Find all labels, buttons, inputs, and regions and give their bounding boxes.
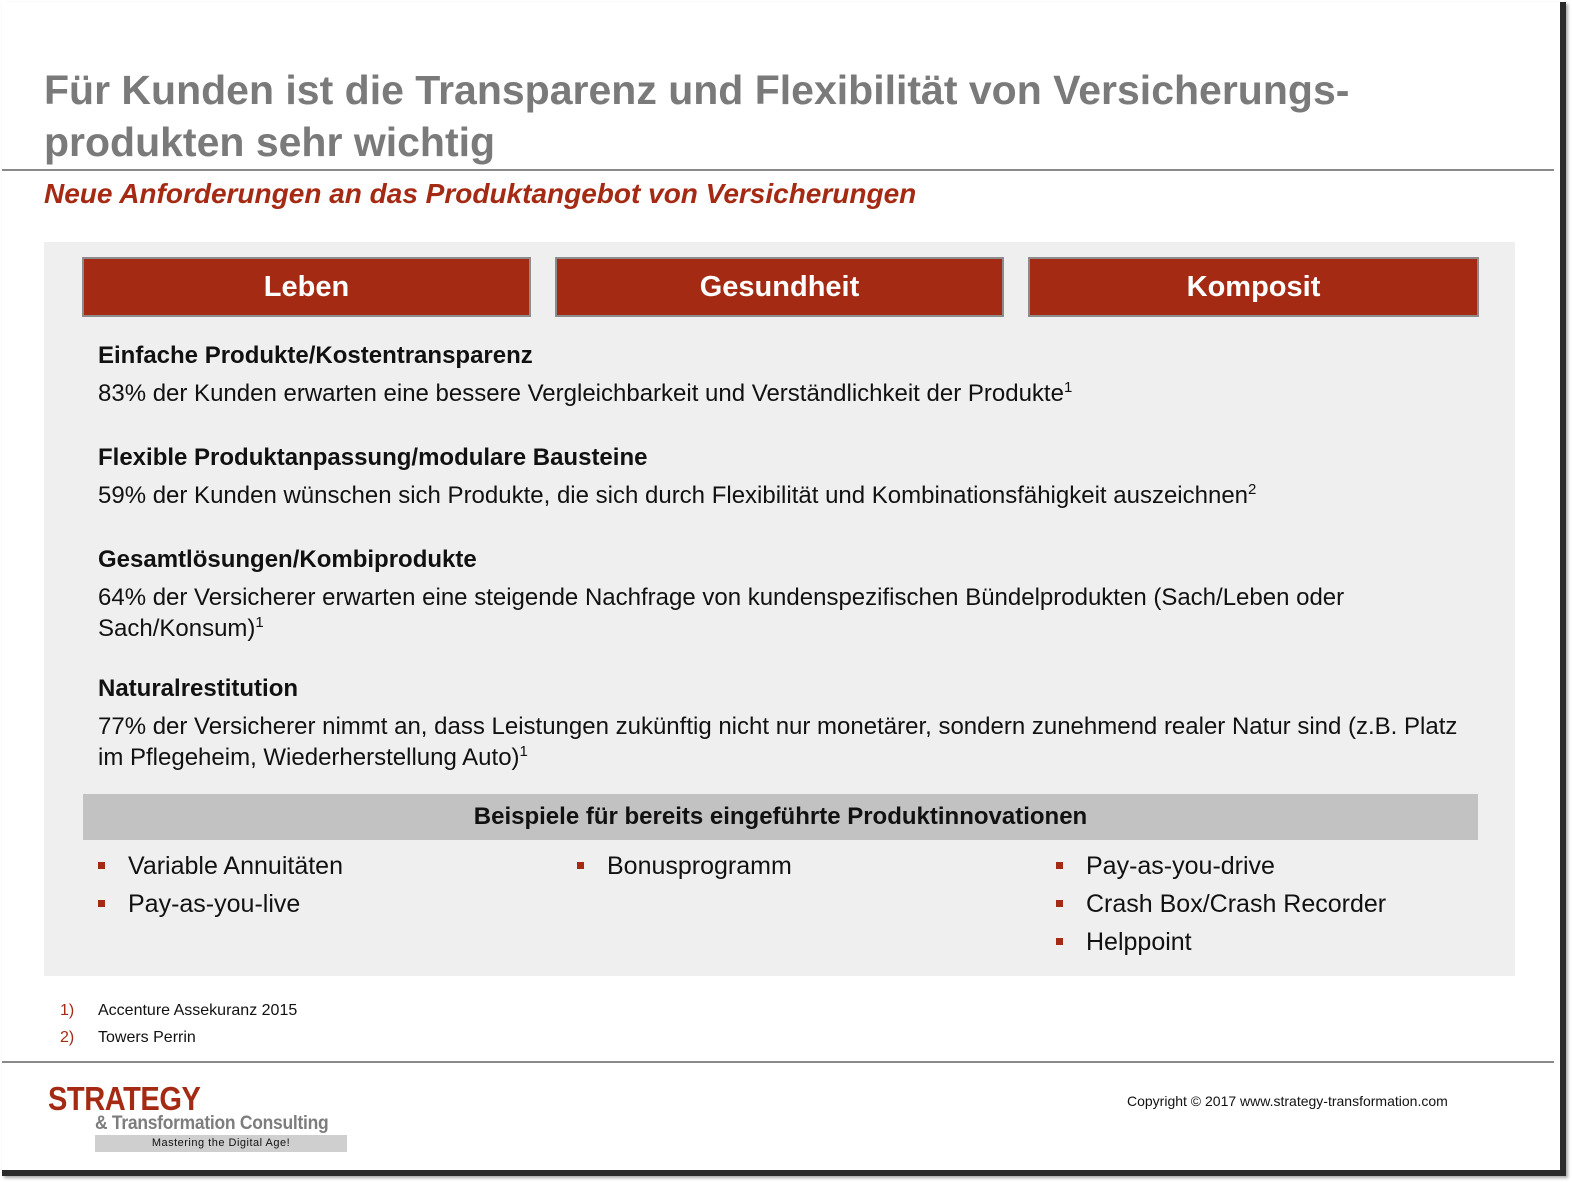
footnote-ref: 1 [1063, 379, 1073, 396]
footnote: 2) Towers Perrin [60, 1029, 196, 1046]
footnote-ref: 2 [1248, 481, 1257, 498]
page-subtitle: Neue Anforderungen an das Produktangebot von Versicherungen [44, 178, 917, 209]
examples-heading-bar: Beispiele für bereits eingeführte Produktinnovationen [83, 794, 1478, 840]
section-text: 59% der Kunden wünschen sich Produkte, die sich durch Flexibilität und Kombinationsfähigkeit auszeichnen$^2$ [98, 481, 1257, 509]
list-item: Pay-as-you-drive [1056, 850, 1386, 888]
section-heading: Flexible Produktanpassung/modulare Bausteine [98, 444, 648, 471]
examples-column-1 [98, 850, 343, 926]
examples-column-3 [1056, 850, 1386, 964]
footer-divider [2, 1061, 1554, 1063]
list-item: Bonusprogramm [577, 850, 792, 888]
footnote-ref: 1 [255, 614, 264, 631]
copyright-text: Copyright © 2017 www.strategy-transformation.com [1127, 1093, 1448, 1109]
company-logo-sub: & Transformation Consulting [95, 1113, 329, 1134]
page-title: Für Kunden ist die Transparenz und Flexibilität von Versicherungs-produkten sehr wichtig [44, 67, 1350, 165]
section-text: 83% der Kunden erwarten eine bessere Vergleichbarkeit und Verständlichkeit der Produkte$^1$ [98, 379, 1073, 407]
company-logo-main: STRATEGY [48, 1080, 201, 1117]
examples-column-2 [577, 850, 792, 888]
category-gesundheit: Gesundheit [555, 257, 1004, 317]
section-text: 77% der Versicherer nimmt an, dass Leistungen zukünftig nicht nur monetärer, sondern zunehmend realer Natur sind (z.B. Platz im Pflegeheim, Wiederherstellung Auto)$^1$ [98, 713, 1458, 771]
list-item: Crash Box/Crash Recorder [1056, 888, 1386, 926]
footnote-ref: 1 [519, 743, 528, 760]
bullet-square-icon [1056, 938, 1063, 945]
bullet-square-icon [577, 862, 584, 869]
title-divider [2, 169, 1554, 171]
section-heading: Einfache Produkte/Kostentransparenz [98, 342, 533, 369]
section-text: 64% der Versicherer erwarten eine steigende Nachfrage von kundenspezifischen Bündelprodukten (Sach/Leben oder Sach/Konsum)$^1$ [98, 584, 1345, 642]
bullet-square-icon [1056, 862, 1063, 869]
section-heading: Naturalrestitution [98, 675, 299, 702]
list-item: Variable Annuitäten [98, 850, 343, 888]
bullet-square-icon [98, 900, 105, 907]
category-leben: Leben [82, 257, 531, 317]
section-heading: Gesamtlösungen/Kombiprodukte [98, 546, 477, 573]
company-logo-tagline: Mastering the Digital Age! [95, 1135, 347, 1152]
list-item: Helppoint [1056, 926, 1386, 964]
bullet-square-icon [1056, 900, 1063, 907]
footnote: 1) Accenture Assekuranz 2015 [60, 1002, 298, 1019]
category-komposit: Komposit [1028, 257, 1479, 317]
bullet-square-icon [98, 862, 105, 869]
list-item: Pay-as-you-live [98, 888, 343, 926]
